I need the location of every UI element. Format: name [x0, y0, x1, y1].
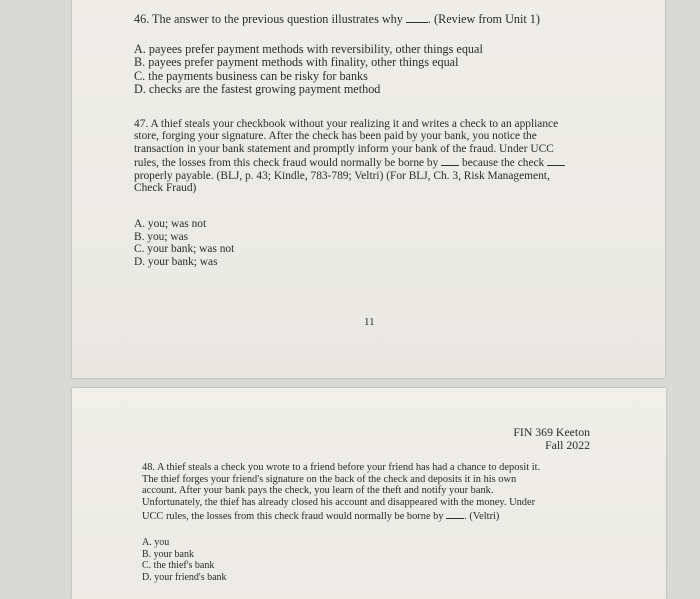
question-48-line: The thief forges your friend's signature on the back of the check and deposits it in his own — [142, 473, 517, 485]
page-number: 11 — [364, 316, 375, 328]
question-46-option-b: B. payees prefer payment methods with finality, other things equal — [134, 55, 459, 70]
question-46 — [134, 12, 540, 97]
question-47-line: properly payable. (BLJ, p. 43; Kindle, 783-789; Veltri) (For BLJ, Ch. 3, Risk Management, — [134, 169, 550, 182]
course-term: Fall 2022 — [545, 438, 590, 452]
answer-blank — [547, 155, 565, 166]
question-48-option-a: A. you — [142, 536, 170, 548]
document-page-bottom — [72, 388, 666, 599]
question-46-stem: 46. The answer to the previous question illustrates why . (Review from Unit 1) — [134, 12, 540, 26]
question-47-options — [134, 218, 565, 268]
question-47-line: Check Fraud) — [134, 182, 197, 195]
question-48-line: UCC rules, the losses from this check fraud would normally be borne by . (Veltri) — [142, 508, 540, 523]
question-47-option-b: B. you; was — [134, 230, 189, 243]
question-47-option-d: D. your bank; was — [134, 255, 218, 268]
question-47-line: rules, the losses from this check fraud would normally be borne by because the check — [134, 155, 565, 169]
question-47-line: 47. A thief steals your checkbook without your realizing it and writes a check to an appliance — [134, 118, 559, 130]
question-48-option-c: C. the thief's bank — [142, 560, 215, 572]
question-48 — [142, 462, 540, 583]
question-47-option-a: A. you; was not — [134, 218, 207, 231]
question-47-line: transaction in your bank statement and promptly inform your bank of the fraud. Under UCC — [134, 142, 554, 155]
course-header — [513, 426, 590, 452]
question-46-option-d: D. checks are the fastest growing payment method — [134, 82, 381, 97]
question-48-option-b: B. your bank — [142, 548, 194, 560]
question-48-line: Unfortunately, the thief has already closed his account and disappeared with the money. Under — [142, 496, 536, 508]
question-48-line: 48. A thief steals a check you wrote to a friend before your friend has had a chance to deposit it. — [142, 462, 541, 473]
document-page-top — [72, 0, 665, 378]
question-47-line: store, forging your signature. After the check has been paid by your bank, you notice the — [134, 130, 537, 143]
question-47-option-c: C. your bank; was not — [134, 243, 235, 256]
answer-blank — [406, 12, 428, 23]
question-47 — [134, 118, 565, 268]
question-48-option-d: D. your friend's bank — [142, 571, 227, 583]
question-48-line: account. After your bank pays the check, you learn of the theft and notify your bank. — [142, 485, 494, 497]
course-title: FIN 369 Keeton — [513, 425, 590, 439]
question-46-option-c: C. the payments business can be risky for banks — [134, 68, 368, 83]
answer-blank — [446, 508, 464, 519]
answer-blank — [441, 155, 459, 166]
question-48-options — [142, 537, 540, 583]
question-46-option-a: A. payees prefer payment methods with reversibility, other things equal — [134, 41, 483, 56]
